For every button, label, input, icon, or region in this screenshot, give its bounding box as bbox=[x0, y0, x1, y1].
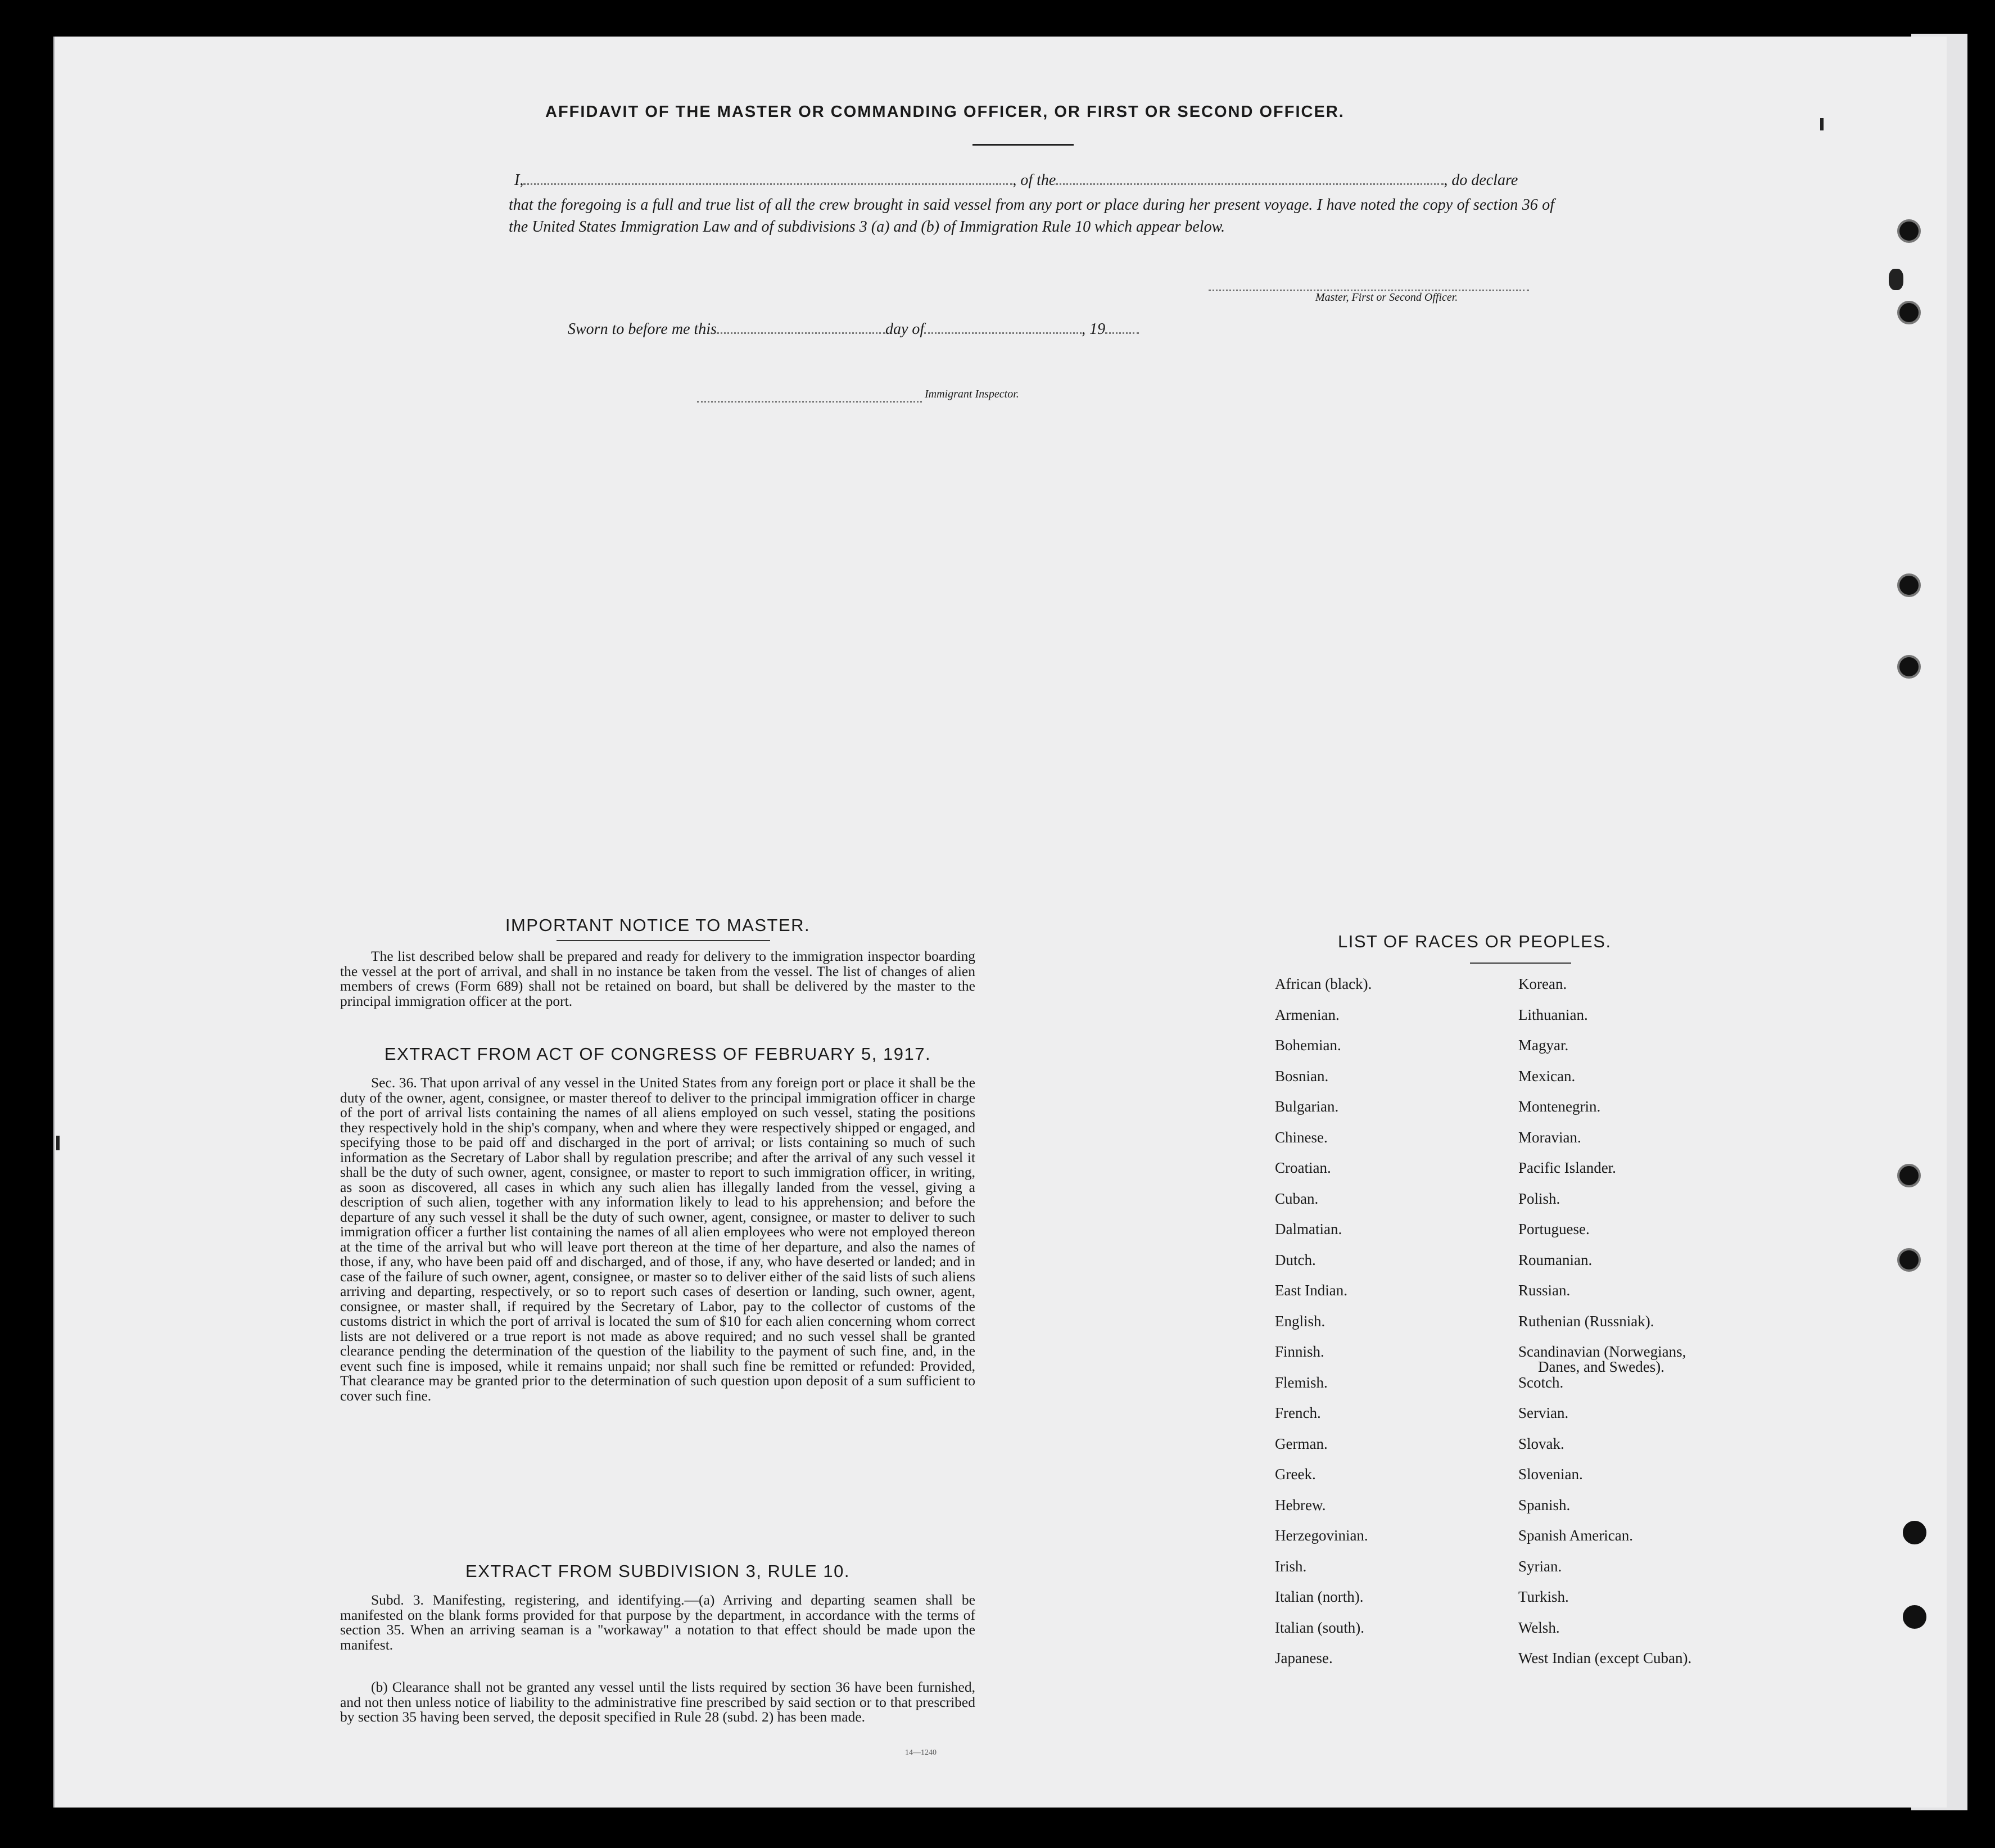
race-item: Roumanian. bbox=[1518, 1251, 1593, 1268]
binder-hole bbox=[1897, 219, 1921, 243]
declarant-label: I, bbox=[514, 171, 524, 189]
race-item: Cuban. bbox=[1275, 1190, 1319, 1207]
race-item: Croatian. bbox=[1275, 1159, 1331, 1176]
rule-title: EXTRACT FROM SUBDIVISION 3, RULE 10. bbox=[465, 1561, 850, 1581]
race-item: Hebrew. bbox=[1275, 1496, 1326, 1513]
notice-title: IMPORTANT NOTICE TO MASTER. bbox=[505, 915, 811, 935]
title-divider bbox=[972, 144, 1074, 146]
race-item: Herzegovinian. bbox=[1275, 1527, 1368, 1544]
act-title: EXTRACT FROM ACT OF CONGRESS OF FEBRUARY 5, 1917. bbox=[384, 1044, 931, 1064]
ink-mark bbox=[1820, 118, 1824, 130]
inspector-signature-line[interactable] bbox=[697, 401, 922, 403]
race-item: English. bbox=[1275, 1312, 1326, 1330]
race-item: Japanese. bbox=[1275, 1650, 1333, 1666]
ink-mark bbox=[56, 1136, 60, 1150]
document-page bbox=[53, 37, 1947, 1808]
race-item-continuation: Danes, and Swedes). bbox=[1538, 1358, 1664, 1375]
do-declare-label: , do declare bbox=[1444, 171, 1518, 189]
month-blank[interactable] bbox=[924, 332, 1082, 334]
race-item: Montenegrin. bbox=[1518, 1098, 1601, 1115]
race-item: German. bbox=[1275, 1435, 1328, 1452]
race-item: French. bbox=[1275, 1404, 1321, 1421]
binder-hole bbox=[1897, 655, 1921, 679]
race-item: Magyar. bbox=[1518, 1037, 1569, 1054]
binder-hole bbox=[1903, 1521, 1926, 1544]
binder-hole bbox=[1897, 1248, 1921, 1272]
race-item: Portuguese. bbox=[1518, 1221, 1590, 1237]
race-item: Slovak. bbox=[1518, 1435, 1564, 1452]
race-item: Chinese. bbox=[1275, 1128, 1328, 1146]
race-item: Dalmatian. bbox=[1275, 1221, 1342, 1237]
race-item: Scotch. bbox=[1518, 1373, 1564, 1391]
race-item: Polish. bbox=[1518, 1190, 1560, 1207]
race-item: Armenian. bbox=[1275, 1006, 1340, 1023]
inspector-caption: Immigrant Inspector. bbox=[925, 388, 1019, 400]
master-caption: Master, First or Second Officer. bbox=[1315, 291, 1458, 304]
race-item: Slovenian. bbox=[1518, 1466, 1583, 1483]
race-item: Dutch. bbox=[1275, 1251, 1316, 1268]
race-item: Flemish. bbox=[1275, 1373, 1328, 1391]
race-item: Pacific Islander. bbox=[1518, 1159, 1616, 1176]
binder-hole bbox=[1903, 1605, 1926, 1629]
name-blank[interactable] bbox=[523, 183, 1012, 185]
race-item: Lithuanian. bbox=[1518, 1006, 1588, 1023]
day-of-label: day of bbox=[885, 320, 925, 338]
day-blank[interactable] bbox=[717, 332, 885, 334]
races-divider bbox=[1470, 963, 1571, 964]
race-item: Turkish. bbox=[1518, 1588, 1569, 1605]
race-item: Ruthenian (Russniak). bbox=[1518, 1312, 1654, 1330]
sworn-label: Sworn to before me this bbox=[568, 320, 717, 338]
sworn-line bbox=[568, 320, 1139, 338]
declaration-text: that the foregoing is a full and true list of all the crew brought in said vessel from any port or place during her present voyage. I have noted the copy of section 36 of the United States Immigration Law and of subdivisions 3 (a) and (b) of Immigration Rule 10 which appear below. bbox=[509, 196, 1554, 236]
rule-text-a: Subd. 3. Manifesting, registering, and identifying.—(a) Arriving and departing seamen shall be manifested on the blank forms provided for that purpose by the department, in accordance with the terms of section 35. When an arriving seaman is a "workaway" a notation to that effect should be made upon the manifest. bbox=[340, 1592, 975, 1653]
race-item: Bohemian. bbox=[1275, 1037, 1341, 1054]
race-item: Finnish. bbox=[1275, 1343, 1324, 1360]
race-item: Korean. bbox=[1518, 975, 1567, 992]
races-title: LIST OF RACES OR PEOPLES. bbox=[1338, 932, 1612, 951]
race-item: Spanish American. bbox=[1518, 1527, 1633, 1544]
of-the-label: , of the bbox=[1012, 171, 1056, 189]
race-item: Russian. bbox=[1518, 1282, 1571, 1299]
race-item: Bosnian. bbox=[1275, 1067, 1329, 1085]
act-text: Sec. 36. That upon arrival of any vessel in the United States from any foreign port or place it shall be the duty of the owner, agent, consignee, or master thereof to deliver to the principal immigration officer in charge of the port of arrival lists containing the names of all aliens employed on such vessel, stating the positions they respectively hold in the ship's company, when and where they were respectively shipped or engaged, and specifying those to be paid off and discharged in the port of arrival; or lists containing so much of such information as the Secretary of Labor shall by regulation prescribe; and after the arrival of any such vessel it shall be the duty of such owner, agent, consignee, or master to report to such immigration officer, in writing, as soon as discovered, all cases in which any such alien has illegally landed from the vessel, giving a description of such alien, together with any information likely to lead to his apprehension; and before the departure of any such vessel it shall be the duty of such owner, agent, consignee, or master to deliver to such immigration officer a further list containing the names of all alien employees who were not employed thereon at the time of the arrival but who will leave port thereon at the time of her departure, and also the names of those, if any, who have been paid off and discharged, and of those, if any, who have deserted or landed; and in case of the failure of such owner, agent, consignee, or master so to deliver either of the said lists of such aliens arriving and departing, respectively, or so to report such cases of desertion or landing, such owner, agent, consignee, or master shall, if required by the Secretary of Labor, pay to the collector of customs of the customs district in which the port of arrival is located the sum of $10 for each alien concerning whom correct lists are not delivered or a true report is not made as above required; and no such vessel shall be granted clearance pending the determination of the question of the liability to the payment of such fine, and, in the event such fine is imposed, while it remains unpaid; nor shall such fine be remitted or refunded: Provided, That clearance may be granted prior to the determination of such question upon deposit of a sum sufficient to cover such fine. bbox=[340, 1074, 975, 1404]
form-number: 14—1240 bbox=[905, 1748, 937, 1757]
year-blank[interactable] bbox=[1105, 332, 1139, 334]
rule-text-b: (b) Clearance shall not be granted any vessel until the lists required by section 36 have been furnished, and not then unless notice of liability to the administrative fine prescribed by said section or to that prescribed by section 35 having been served, the deposit specified in Rule 28 (subd. 2) has been made. bbox=[340, 1679, 975, 1725]
binder-hole bbox=[1897, 1164, 1921, 1187]
race-item: Syrian. bbox=[1518, 1557, 1562, 1575]
race-item: African (black). bbox=[1275, 975, 1372, 992]
race-item: Mexican. bbox=[1518, 1067, 1576, 1085]
race-item: Welsh. bbox=[1518, 1619, 1560, 1636]
race-item: West Indian (except Cuban). bbox=[1518, 1650, 1692, 1666]
race-item: Scandinavian (Norwegians, bbox=[1518, 1343, 1686, 1360]
notice-text: The list described below shall be prepared and ready for delivery to the immigration inspector boarding the vessel at the port of arrival, and shall in no instance be taken from the vessel. The list of changes of alien members of crews (Form 689) shall not be retained on board, but shall be delivered by the master to the principal immigration officer at the port. bbox=[340, 948, 975, 1009]
race-item: Italian (south). bbox=[1275, 1619, 1364, 1636]
ink-blot bbox=[1889, 269, 1903, 290]
race-item: Italian (north). bbox=[1275, 1588, 1364, 1605]
affidavit-title: AFFIDAVIT OF THE MASTER OR COMMANDING OFFICER, OR FIRST OR SECOND OFFICER. bbox=[545, 103, 1345, 121]
vessel-blank[interactable] bbox=[1056, 183, 1444, 185]
race-item: Spanish. bbox=[1518, 1496, 1571, 1513]
race-item: Greek. bbox=[1275, 1466, 1316, 1483]
race-item: East Indian. bbox=[1275, 1282, 1347, 1299]
race-item: Servian. bbox=[1518, 1404, 1569, 1421]
year-label: , 19 bbox=[1082, 320, 1106, 338]
declaration-line bbox=[514, 171, 1518, 189]
notice-divider bbox=[557, 940, 770, 941]
binder-hole bbox=[1897, 573, 1921, 597]
binder-hole bbox=[1897, 301, 1921, 324]
race-item: Bulgarian. bbox=[1275, 1098, 1339, 1115]
race-item: Irish. bbox=[1275, 1557, 1307, 1575]
race-item: Moravian. bbox=[1518, 1128, 1581, 1146]
